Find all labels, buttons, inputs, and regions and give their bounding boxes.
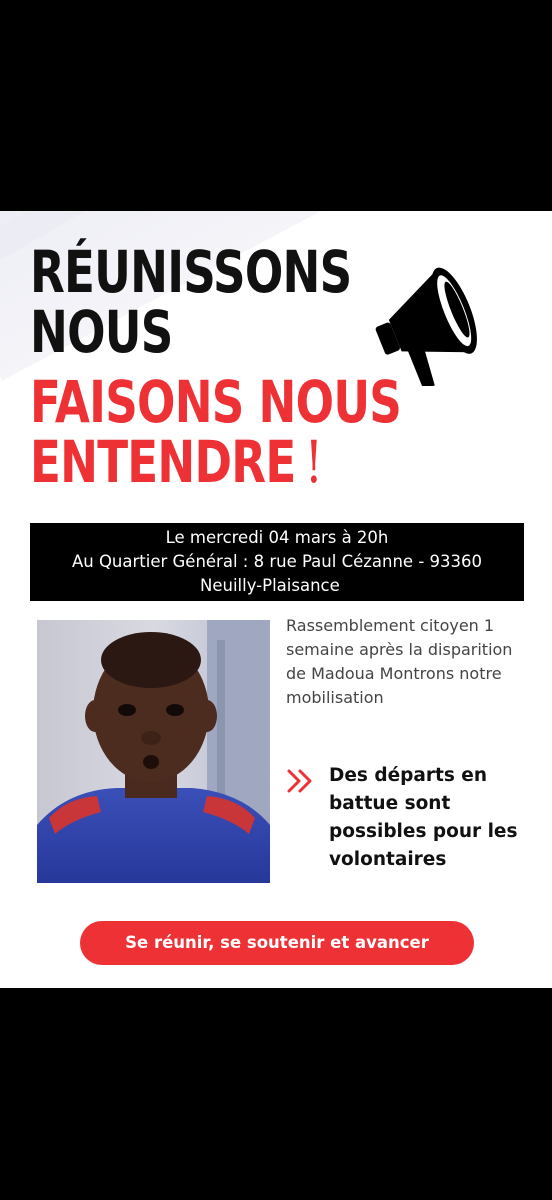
gathering-description: Rassemblement citoyen 1 semaine après la disparition de Madoua Montrons notre mobilisation	[286, 616, 513, 707]
megaphone-icon	[362, 256, 490, 386]
event-info-band	[30, 523, 524, 601]
event-date: Le mercredi 04 mars à 20h	[165, 528, 389, 547]
cta-button[interactable]: Se réunir, se soutenir et avancer	[80, 921, 474, 965]
event-city: Neuilly-Plaisance	[200, 576, 340, 595]
headline-line-3: FAISONS NOUS	[30, 368, 402, 436]
event-address: Au Quartier Général : 8 rue Paul Cézanne - 93360	[71, 552, 483, 571]
exclamation-mark: !	[304, 428, 323, 496]
poster	[0, 211, 552, 988]
volunteer-callout: Des départs en battue sont possibles pour les volontaires	[329, 765, 518, 870]
headline-line-4-text: ENTENDRE	[30, 428, 296, 496]
child-photo	[37, 620, 270, 883]
headline-line-2: NOUS	[30, 298, 173, 366]
headline-line-1: RÉUNISSONS	[30, 238, 352, 306]
headline-line-4	[30, 428, 323, 496]
double-chevron-right-icon	[286, 768, 316, 794]
